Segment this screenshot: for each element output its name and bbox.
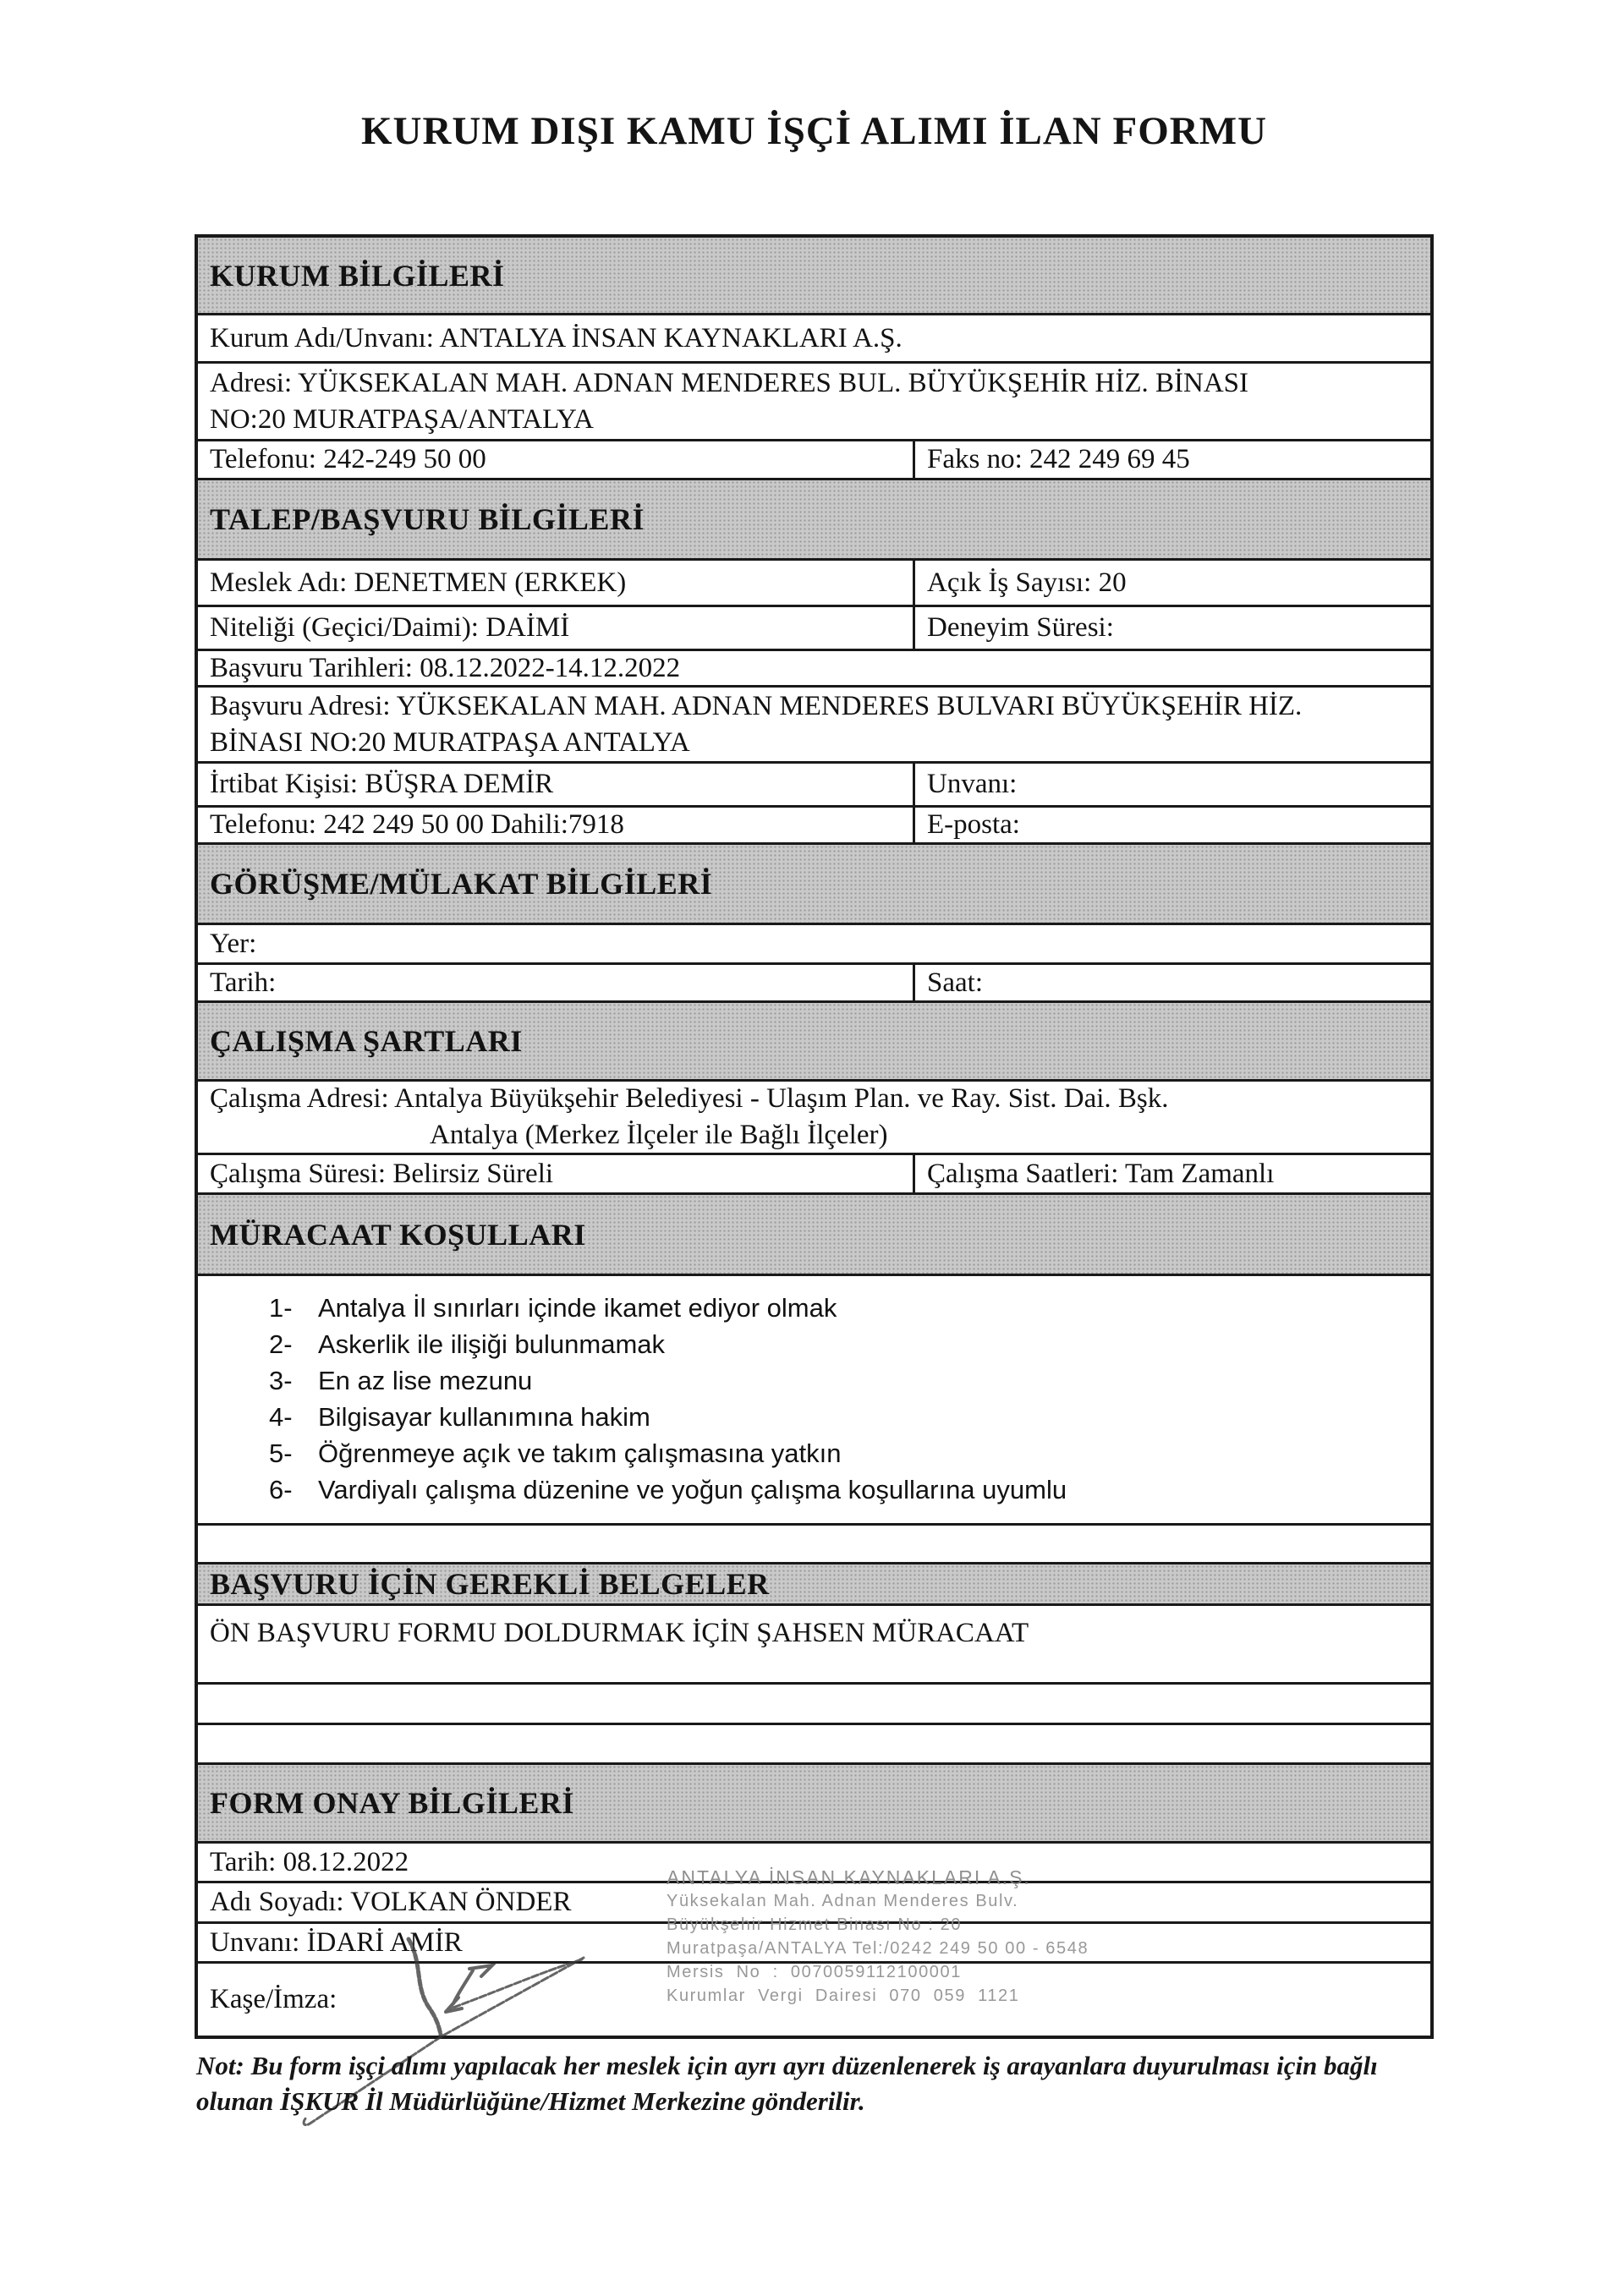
row-basvuru-tarihleri: Başvuru Tarihleri: 08.12.2022-14.12.2022 (198, 649, 1430, 685)
section-header-gorusme-mulakat: GÖRÜŞME/MÜLAKAT BİLGİLERİ (198, 842, 1430, 923)
cell-meslek-adi: Meslek Adı: DENETMEN (ERKEK) (210, 567, 627, 598)
section-header-form-onay: FORM ONAY BİLGİLERİ (198, 1762, 1430, 1841)
row-onay-unvani: Unvanı: İDARİ AMİR (198, 1921, 1430, 1961)
row-suresi-saatleri (198, 1153, 1430, 1192)
row-irtibat-unvan (198, 761, 1430, 805)
row-yer: Yer: (198, 923, 1430, 962)
condition-text: Antalya İl sınırları içinde ikamet ediyor olmak (318, 1293, 837, 1323)
cell-unvani: Unvanı: (913, 764, 1430, 805)
row-onay-adi-soyadi: Adı Soyadı: VOLKAN ÖNDER (198, 1881, 1430, 1921)
condition-text: En az lise mezunu (318, 1366, 533, 1395)
company-stamp (667, 1866, 1140, 2008)
cell-deneyim-suresi: Deneyim Süresi: (913, 607, 1430, 649)
row-on-basvuru: ÖN BAŞVURU FORMU DOLDURMAK İÇİN ŞAHSEN MÜRACAAT (198, 1603, 1430, 1682)
row-telefon-faks (198, 439, 1430, 478)
condition-text: Bilgisayar kullanımına hakim (318, 1402, 650, 1432)
condition-text: Öğrenmeye açık ve takım çalışmasına yatkın (318, 1438, 842, 1468)
cell-irtibat-kisisi: İrtibat Kişisi: BÜŞRA DEMİR (210, 769, 554, 799)
stamp-line: Yüksekalan Mah. Adnan Menderes Bulv. (667, 1892, 1019, 1910)
cell-niteligi: Niteliği (Geçici/Daimi): DAİMİ (210, 612, 570, 643)
row-niteligi-deneyim (198, 605, 1430, 649)
condition-number: 3- (269, 1366, 293, 1395)
section-header-kurum-bilgileri: KURUM BİLGİLERİ (198, 238, 1430, 313)
cell-saat: Saat: (913, 965, 1430, 1000)
row-adresi (198, 361, 1430, 439)
empty-row (198, 1723, 1430, 1762)
cell-telefonu: Telefonu: 242-249 50 00 (210, 444, 486, 474)
condition-item-5 (269, 1435, 842, 1471)
row-kase-imza: Kaşe/İmza: (198, 1961, 1430, 2036)
condition-text: Askerlik ile ilişiği bulunmamak (318, 1329, 666, 1359)
footnote-line2: olunan İŞKUR İl Müdürlüğüne/Hizmet Merkezine gönderilir. (196, 2086, 865, 2116)
section-header-calisma-sartlari: ÇALIŞMA ŞARTLARI (198, 1000, 1430, 1079)
row-tarih-saat (198, 962, 1430, 1000)
condition-item-4 (269, 1399, 650, 1435)
row-basvuru-adresi (198, 685, 1430, 761)
stamp-line: ANTALYA İNSAN KAYNAKLARI A.Ş. (667, 1866, 1031, 1888)
basvuru-adresi-line2: BİNASI NO:20 MURATPAŞA ANTALYA (210, 726, 690, 758)
row-meslek-acikis (198, 558, 1430, 605)
condition-text: Vardiyalı çalışma düzenine ve yoğun çalışma koşullarına uyumlu (318, 1475, 1067, 1504)
row-kurum-adi: Kurum Adı/Unvanı: ANTALYA İNSAN KAYNAKLARI A.Ş. (198, 313, 1430, 361)
stamp-line: Büyükşehir Hizmet Binası No : 20 (667, 1915, 963, 1934)
cell-calisma-saatleri: Çalışma Saatleri: Tam Zamanlı (913, 1155, 1430, 1192)
calisma-adresi-line2: Antalya (Merkez İlçeler ile Bağlı İlçeler) (430, 1120, 888, 1150)
cell-calisma-suresi: Çalışma Süresi: Belirsiz Süreli (210, 1158, 554, 1189)
calisma-adresi-line1: Çalışma Adresi: Antalya Büyükşehir Belediyesi - Ulaşım Plan. ve Ray. Sist. Dai. Bşk. (210, 1083, 1169, 1114)
cell-acik-is-sayisi: Açık İş Sayısı: 20 (913, 561, 1430, 605)
footnote-label: Not: (196, 2051, 244, 2080)
basvuru-adresi-line1: Başvuru Adresi: YÜKSEKALAN MAH. ADNAN MENDERES BULVARI BÜYÜKŞEHİR HİZ. (210, 690, 1303, 721)
empty-row (198, 1682, 1430, 1723)
cell-telefonu-dahili: Telefonu: 242 249 50 00 Dahili:7918 (210, 809, 624, 840)
stamp-line: Kurumlar Vergi Dairesi 070 059 1121 (667, 1986, 1020, 2005)
condition-number: 4- (269, 1402, 293, 1432)
condition-item-2 (269, 1326, 665, 1362)
adresi-line2: NO:20 MURATPAŞA/ANTALYA (210, 403, 594, 435)
row-calisma-adresi (198, 1079, 1430, 1153)
section-header-talep-basvuru: TALEP/BAŞVURU BİLGİLERİ (198, 478, 1430, 558)
cell-eposta: E-posta: (913, 808, 1430, 842)
cell-tarih: Tarih: (210, 967, 277, 998)
section-header-muracaat-kosullari: MÜRACAAT KOŞULLARI (198, 1192, 1430, 1274)
condition-number: 1- (269, 1293, 293, 1323)
condition-number: 5- (269, 1438, 293, 1468)
condition-item-6 (269, 1471, 1067, 1508)
condition-item-1 (269, 1290, 837, 1326)
empty-row (198, 1523, 1430, 1562)
condition-item-3 (269, 1362, 532, 1399)
footnote (196, 2048, 1440, 2119)
section-header-gerekli-belgeler: BAŞVURU İÇİN GEREKLİ BELGELER (198, 1562, 1430, 1603)
condition-number: 6- (269, 1475, 293, 1504)
condition-number: 2- (269, 1329, 293, 1359)
cell-faks: Faks no: 242 249 69 45 (913, 441, 1430, 478)
row-telefon-eposta (198, 805, 1430, 842)
page-title: KURUM DIŞI KAMU İŞÇİ ALIMI İLAN FORMU (360, 109, 1268, 153)
row-muracaat-list (198, 1274, 1430, 1523)
form-table (195, 234, 1434, 2039)
stamp-line: Mersis No : 0070059112100001 (667, 1963, 962, 1981)
stamp-line: Muratpaşa/ANTALYA Tel:/0242 249 50 00 - 6548 (667, 1939, 1089, 1958)
row-onay-tarih: Tarih: 08.12.2022 (198, 1841, 1430, 1881)
adresi-line1: Adresi: YÜKSEKALAN MAH. ADNAN MENDERES BUL. BÜYÜKŞEHİR HİZ. BİNASI (210, 367, 1249, 398)
footnote-line1: Bu form işçi alımı yapılacak her meslek için ayrı ayrı düzenlenerek iş arayanlara duyurulması için bağlı (250, 2051, 1378, 2080)
